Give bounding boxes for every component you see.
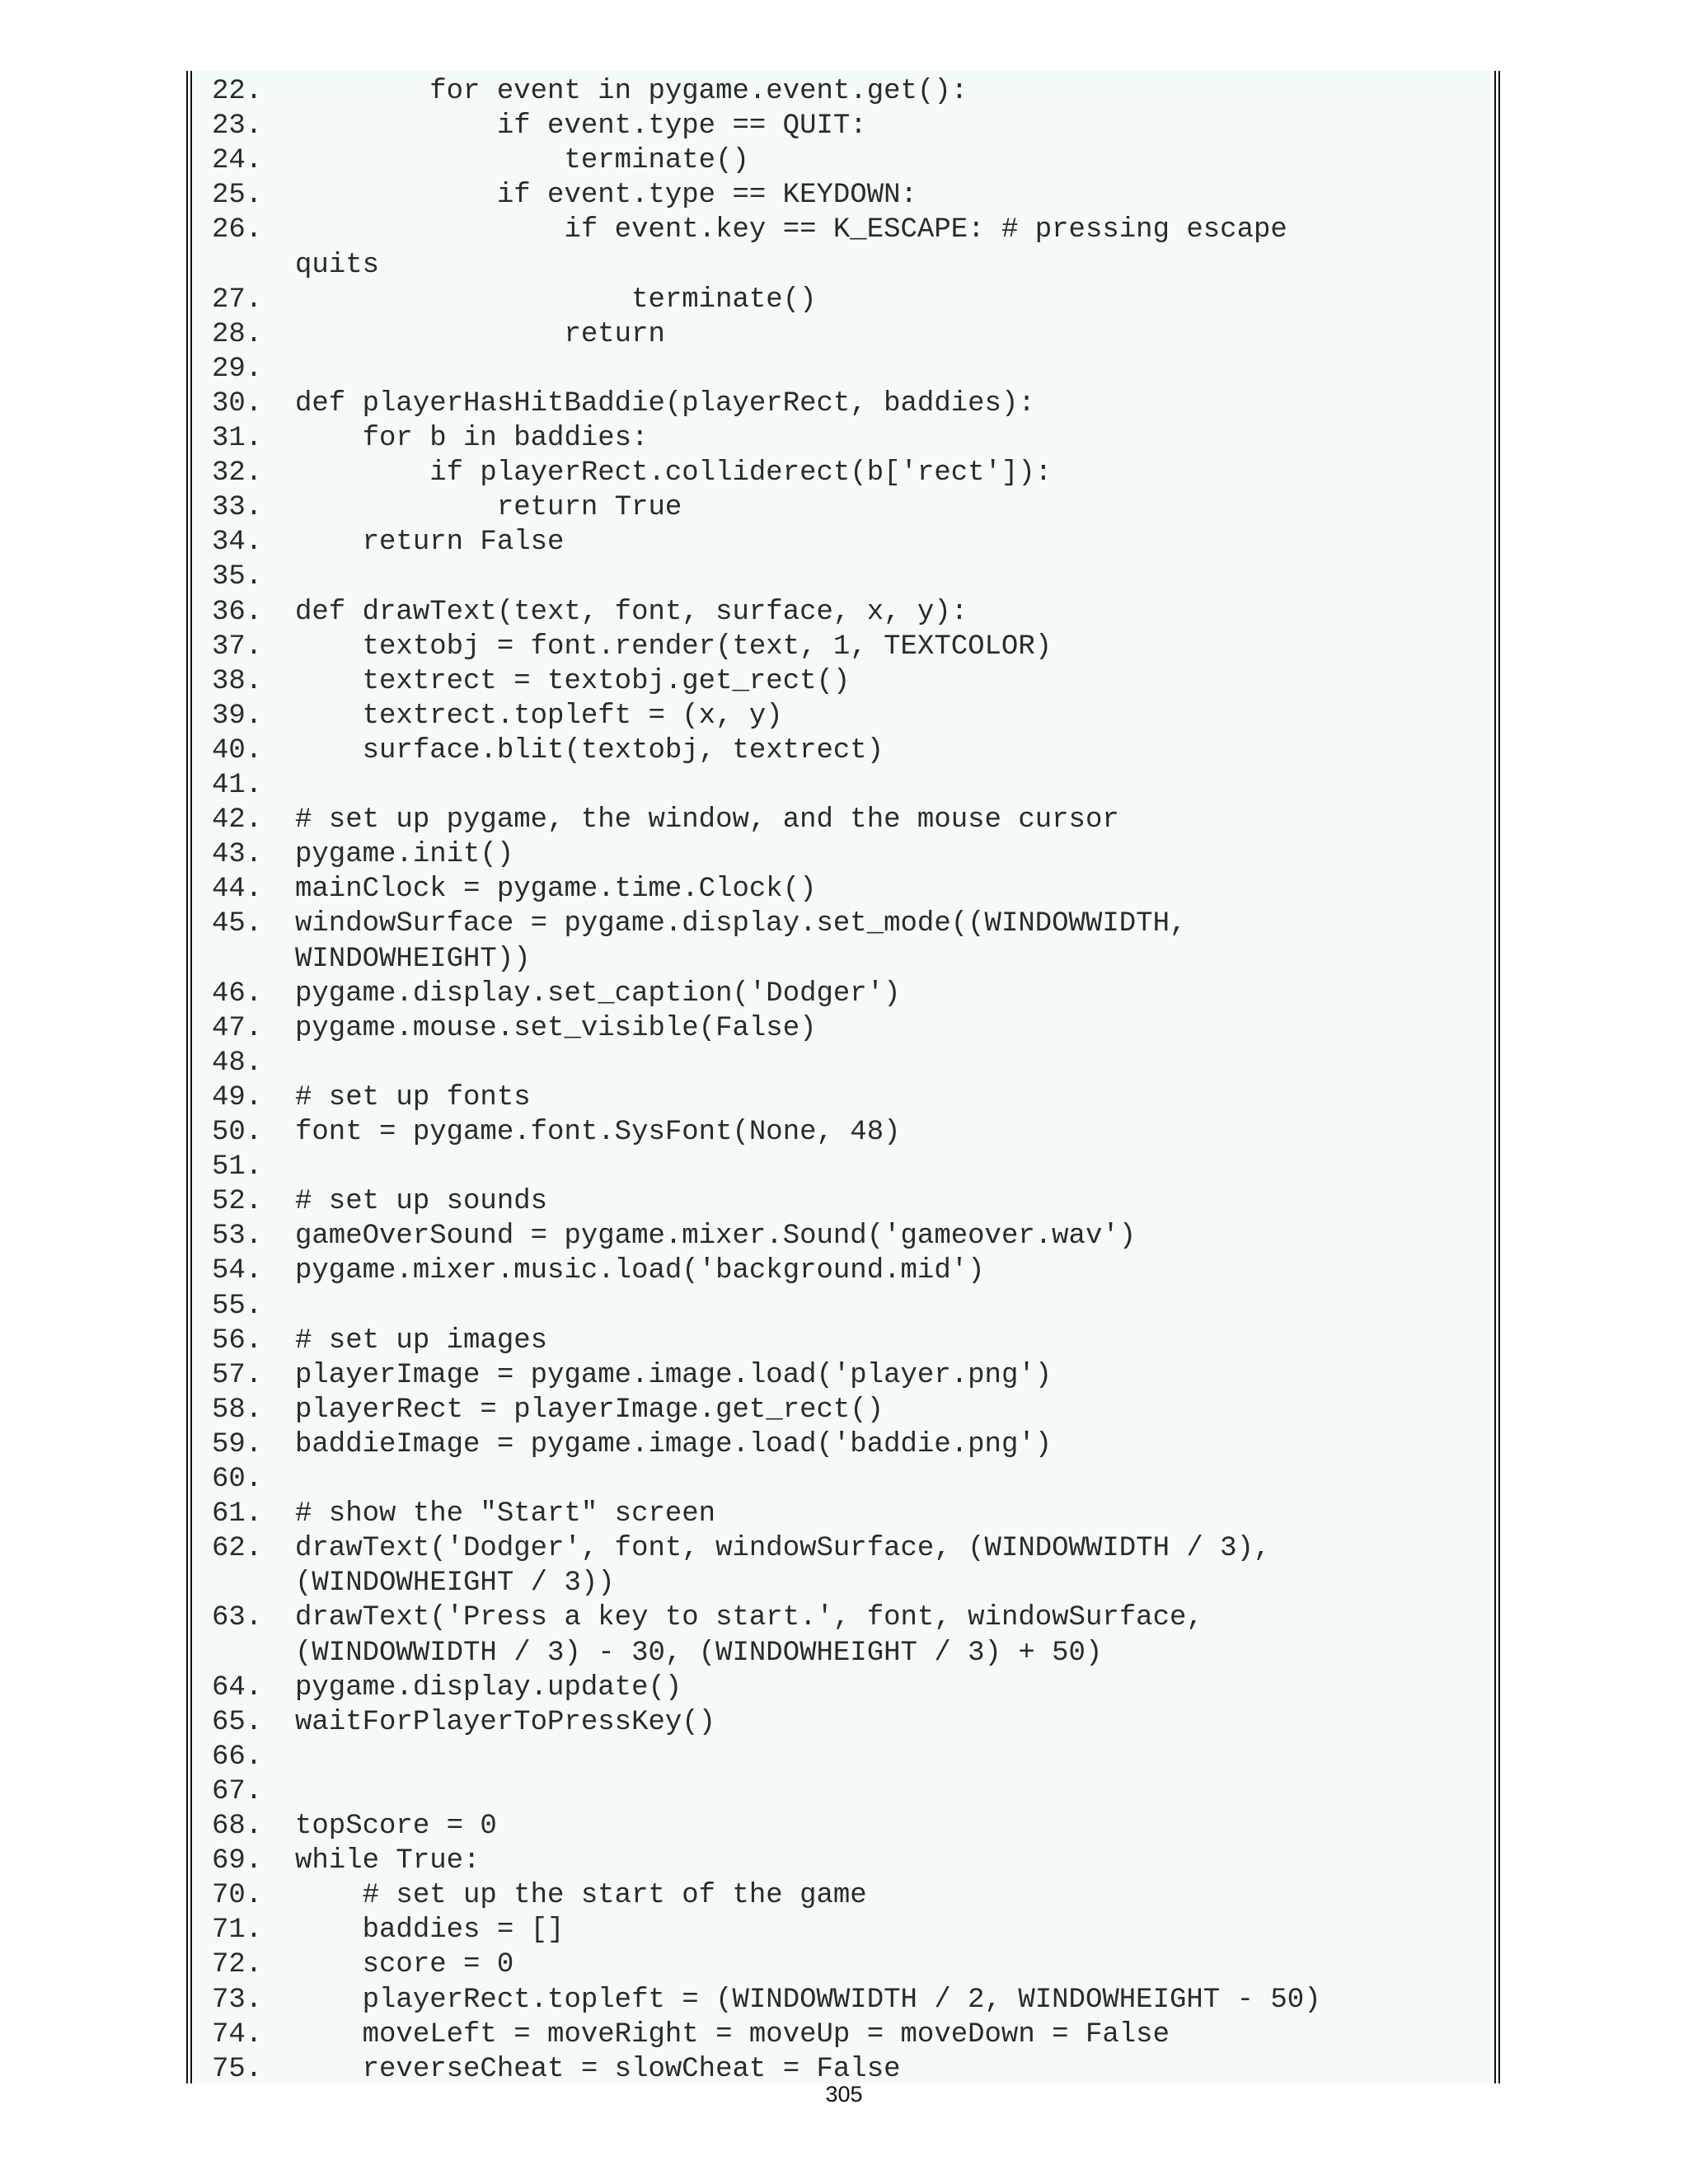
line-code: return True [496, 492, 682, 524]
code-line [192, 872, 1494, 907]
line-code: score = 0 [362, 1949, 514, 1981]
line-number: 63. [212, 1602, 263, 1634]
line-code: return [564, 318, 665, 350]
line-number: 49. [212, 1081, 263, 1113]
line-number: 35. [212, 561, 263, 593]
line-code: # set up pygame, the window, and the mouse cursor [295, 804, 1119, 837]
line-code: quits [295, 249, 380, 281]
line-number: 24. [212, 145, 263, 177]
line-code: mainClock = pygame.time.Clock() [295, 874, 817, 906]
line-code: playerRect = playerImage.get_rect() [295, 1394, 884, 1426]
line-code: return False [362, 527, 565, 559]
line-number: 23. [212, 110, 263, 143]
line-number: 58. [212, 1394, 263, 1426]
code-line [192, 1462, 1494, 1497]
line-code: pygame.display.set_caption('Dodger') [295, 977, 901, 1010]
code-line [192, 1115, 1494, 1150]
code-line [192, 317, 1494, 352]
code-line [192, 178, 1494, 213]
line-number: 22. [212, 76, 263, 107]
code-listing [186, 71, 1500, 2083]
line-number: 37. [212, 630, 263, 663]
line-code: # set up sounds [295, 1186, 548, 1218]
line-number: 36. [212, 596, 263, 628]
line-code: terminate() [631, 284, 817, 316]
line-code: # show the "Start" screen [295, 1498, 716, 1530]
code-line [192, 387, 1494, 421]
line-number: 74. [212, 2018, 263, 2050]
line-code: def playerHasHitBaddie(playerRect, baddies): [295, 387, 1035, 419]
code-lines [192, 71, 1494, 2083]
line-code: textrect.topleft = (x, y) [362, 700, 783, 732]
line-code: drawText('Dodger', font, windowSurface, (WINDOWWIDTH / 3), [295, 1533, 1271, 1565]
code-line [192, 1636, 1494, 1671]
code-line [192, 1150, 1494, 1184]
line-number: 60. [212, 1464, 263, 1495]
line-code: playerRect.topleft = (WINDOWWIDTH / 2, WINDOWHEIGHT - 50) [362, 1984, 1321, 2016]
code-line [192, 1497, 1494, 1531]
line-code: waitForPlayerToPressKey() [295, 1706, 716, 1738]
line-code: pygame.mouse.set_visible(False) [295, 1012, 817, 1044]
line-number: 53. [212, 1221, 263, 1253]
line-number: 68. [212, 1811, 263, 1842]
line-number: 57. [212, 1359, 263, 1391]
line-code: font = pygame.font.SysFont(None, 48) [295, 1117, 901, 1148]
line-number: 69. [212, 1845, 263, 1877]
code-line [192, 977, 1494, 1011]
code-line [192, 1011, 1494, 1046]
line-number: 70. [212, 1880, 263, 1912]
code-line [192, 1601, 1494, 1635]
line-number: 59. [212, 1428, 263, 1460]
code-line [192, 595, 1494, 630]
line-code: windowSurface = pygame.display.set_mode((WINDOWWIDTH, [295, 908, 1187, 940]
code-line [192, 1844, 1494, 1878]
line-number: 65. [212, 1706, 263, 1738]
line-number: 62. [212, 1533, 263, 1565]
line-code: playerImage = pygame.image.load('player.png') [295, 1359, 1053, 1391]
code-line [192, 283, 1494, 317]
code-line [192, 1324, 1494, 1358]
line-number: 66. [212, 1741, 263, 1773]
code-line [192, 1358, 1494, 1393]
code-line [192, 1774, 1494, 1809]
line-number: 45. [212, 908, 263, 940]
line-code: drawText('Press a key to start.', font, windowSurface, [295, 1602, 1203, 1634]
code-line [192, 525, 1494, 560]
code-line [192, 1671, 1494, 1705]
line-code: moveLeft = moveRight = moveUp = moveDown = False [362, 2018, 1170, 2050]
line-code: WINDOWHEIGHT)) [295, 943, 531, 975]
code-line [192, 733, 1494, 768]
code-line [192, 664, 1494, 699]
code-line [192, 456, 1494, 490]
line-number: 39. [212, 700, 263, 732]
line-code: textobj = font.render(text, 1, TEXTCOLOR) [362, 630, 1053, 663]
code-line [192, 1913, 1494, 1947]
line-number: 75. [212, 2053, 263, 2083]
code-line [192, 907, 1494, 941]
code-line [192, 1393, 1494, 1427]
line-code: # set up fonts [295, 1081, 531, 1113]
line-number: 61. [212, 1498, 263, 1530]
code-line [192, 768, 1494, 803]
line-code: pygame.mixer.music.load('background.mid') [295, 1255, 985, 1287]
line-number: 47. [212, 1012, 263, 1044]
line-number: 34. [212, 527, 263, 559]
line-number: 67. [212, 1775, 263, 1807]
line-number: 27. [212, 284, 263, 316]
code-line [192, 1705, 1494, 1740]
line-number: 48. [212, 1047, 263, 1079]
line-number: 28. [212, 318, 263, 350]
line-number: 55. [212, 1290, 263, 1322]
code-line [192, 1254, 1494, 1288]
line-number: 72. [212, 1949, 263, 1981]
line-number: 41. [212, 770, 263, 801]
line-code: pygame.init() [295, 839, 514, 871]
line-code: baddies = [] [362, 1915, 565, 1947]
line-number: 56. [212, 1324, 263, 1357]
line-code: if event.type == QUIT: [496, 110, 867, 143]
line-code: if playerRect.colliderect(b['rect']): [429, 457, 1053, 490]
code-line [192, 1740, 1494, 1774]
line-number: 71. [212, 1915, 263, 1947]
code-line [192, 942, 1494, 977]
code-line [192, 630, 1494, 664]
line-number: 50. [212, 1117, 263, 1148]
line-code: (WINDOWWIDTH / 3) - 30, (WINDOWHEIGHT / 3) + 50) [295, 1637, 1103, 1669]
line-code: # set up images [295, 1324, 548, 1357]
line-number: 64. [212, 1671, 263, 1704]
line-code: for b in baddies: [362, 423, 649, 454]
code-line [192, 109, 1494, 143]
code-line [192, 1809, 1494, 1844]
line-code: for event in pygame.event.get(): [429, 76, 968, 107]
line-code: if event.key == K_ESCAPE: # pressing escape [564, 214, 1287, 246]
line-number: 38. [212, 665, 263, 697]
code-line [192, 1531, 1494, 1566]
code-line [192, 1080, 1494, 1115]
line-number: 52. [212, 1186, 263, 1218]
code-line [192, 490, 1494, 525]
code-line [192, 1219, 1494, 1254]
code-line [192, 2052, 1494, 2083]
line-code: baddieImage = pygame.image.load('baddie.png') [295, 1428, 1053, 1460]
line-code: surface.blit(textobj, textrect) [362, 734, 884, 766]
line-code: reverseCheat = slowCheat = False [362, 2053, 901, 2083]
code-line [192, 1566, 1494, 1601]
line-number: 30. [212, 387, 263, 419]
line-code: pygame.display.update() [295, 1671, 682, 1704]
line-code: terminate() [564, 145, 749, 177]
line-number: 29. [212, 353, 263, 385]
code-line [192, 1184, 1494, 1219]
line-number: 46. [212, 977, 263, 1010]
code-line [192, 213, 1494, 247]
code-line [192, 1878, 1494, 1913]
line-number: 51. [212, 1151, 263, 1183]
line-number: 40. [212, 734, 263, 766]
line-number: 73. [212, 1984, 263, 2016]
line-number: 42. [212, 804, 263, 837]
line-code: def drawText(text, font, surface, x, y): [295, 596, 968, 628]
code-line [192, 352, 1494, 387]
code-line [192, 1983, 1494, 2018]
line-number: 33. [212, 492, 263, 524]
code-line [192, 2018, 1494, 2052]
line-code: while True: [295, 1845, 481, 1877]
code-line [192, 1947, 1494, 1982]
code-line [192, 1427, 1494, 1462]
code-line [192, 1046, 1494, 1080]
code-line [192, 803, 1494, 837]
code-line [192, 74, 1494, 109]
line-code: topScore = 0 [295, 1811, 497, 1842]
line-number: 43. [212, 839, 263, 871]
code-line [192, 837, 1494, 872]
line-code: textrect = textobj.get_rect() [362, 665, 851, 697]
line-number: 31. [212, 423, 263, 454]
code-line [192, 248, 1494, 283]
line-number: 44. [212, 874, 263, 906]
code-line [192, 1289, 1494, 1324]
line-code: (WINDOWHEIGHT / 3)) [295, 1568, 615, 1600]
code-line [192, 560, 1494, 594]
code-line [192, 699, 1494, 733]
line-code: # set up the start of the game [362, 1880, 867, 1912]
line-number: 32. [212, 457, 263, 490]
line-code: if event.type == KEYDOWN: [496, 180, 917, 212]
line-code: gameOverSound = pygame.mixer.Sound('gameover.wav') [295, 1221, 1137, 1253]
page-number: 305 [825, 2082, 863, 2107]
code-line [192, 421, 1494, 456]
line-number: 26. [212, 214, 263, 246]
line-number: 54. [212, 1255, 263, 1287]
line-number: 25. [212, 180, 263, 212]
code-line [192, 143, 1494, 178]
